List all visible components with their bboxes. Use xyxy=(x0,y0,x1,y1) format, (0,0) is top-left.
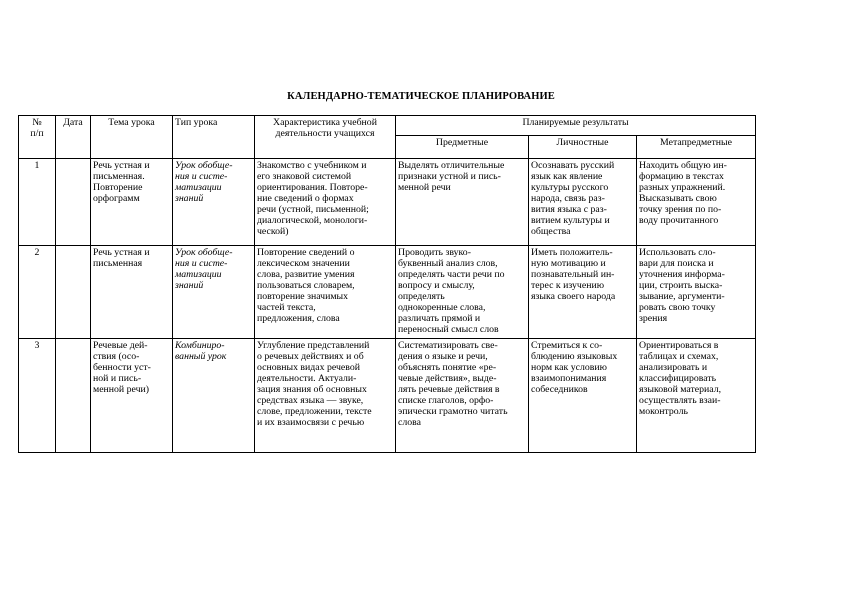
cell-subject-results: Проводить звуко- буквенный анализ слов, определять части речи по вопросу и смыслу, определять однокоренные слова, различать прямой и переносный смысл слов xyxy=(396,246,529,339)
header-type: Тип урока xyxy=(173,116,255,159)
header-meta: Метапредметные xyxy=(637,136,756,159)
cell-date xyxy=(56,339,91,453)
cell-num: 3 xyxy=(19,339,56,453)
cell-subject-results: Выделять отличительные признаки устной и пись- менной речи xyxy=(396,159,529,246)
cell-subject-results: Систематизировать све- дения о языке и речи, объяснять понятие «ре- чевые действия», выде- лять речевые действия в списке глаголов, орфо- эпически грамотно читать слова xyxy=(396,339,529,453)
header-row xyxy=(19,116,756,136)
cell-personal-results: Стремиться к со- блюдению языковых норм как условию взаимопонимания собеседников xyxy=(529,339,637,453)
header-topic: Тема урока xyxy=(91,116,173,159)
table-row xyxy=(19,246,756,339)
cell-type: Комбиниро- ванный урок xyxy=(173,339,255,453)
header-num: № п/п xyxy=(19,116,56,159)
header-date: Дата xyxy=(56,116,91,159)
cell-personal-results: Иметь положитель- ную мотивацию и познавательный ин- терес к изучению языка своего народа xyxy=(529,246,637,339)
cell-num: 2 xyxy=(19,246,56,339)
header-activity: Характеристика учебной деятельности учащихся xyxy=(255,116,396,159)
cell-topic: Речь устная и письменная. Повторение орфограмм xyxy=(91,159,173,246)
cell-meta-results: Ориентироваться в таблицах и схемах, анализировать и классифицировать языковой материал, осуществлять взаи- моконтроль xyxy=(637,339,756,453)
cell-type: Урок обобще- ния и систе- матизации знаний xyxy=(173,246,255,339)
cell-date xyxy=(56,159,91,246)
page-title: КАЛЕНДАРНО-ТЕМАТИЧЕСКОЕ ПЛАНИРОВАНИЕ xyxy=(287,91,555,102)
cell-activity: Углубление представлений о речевых действиях и об основных видах речевой деятельности. Актуали- зация знания об основных средствах языка — звуке, слове, предложении, тексте и их взаимосвязи с речью xyxy=(255,339,396,453)
cell-activity: Повторение сведений о лексическом значении слова, развитие умения пользоваться словарем, повторение значимых частей текста, предложения, слова xyxy=(255,246,396,339)
cell-topic: Речь устная и письменная xyxy=(91,246,173,339)
table-row xyxy=(19,339,756,453)
planning-table xyxy=(18,115,756,453)
cell-date xyxy=(56,246,91,339)
cell-topic: Речевые дей- ствия (осо- бенности уст- ной и пись- менной речи) xyxy=(91,339,173,453)
header-subject: Предметные xyxy=(396,136,529,159)
cell-num: 1 xyxy=(19,159,56,246)
cell-personal-results: Осознавать русский язык как явление культуры русского народа, связь раз- вития языка с раз- витием культуры и общества xyxy=(529,159,637,246)
table-row xyxy=(19,159,756,246)
header-results: Планируемые результаты xyxy=(396,116,756,136)
cell-meta-results: Использовать сло- вари для поиска и уточнения информа- ции, строить выска- зывание, аргументи- ровать свою точку зрения xyxy=(637,246,756,339)
header-personal: Личностные xyxy=(529,136,637,159)
cell-activity: Знакомство с учебником и его знаковой системой ориентирования. Повторе- ние сведений о формах речи (устной, письменной; диалогической, монологи- ческой) xyxy=(255,159,396,246)
cell-type: Урок обобще- ния и систе- матизации знаний xyxy=(173,159,255,246)
cell-meta-results: Находить общую ин- формацию в текстах разных упражнений. Высказывать свою точку зрения по по- воду прочитанного xyxy=(637,159,756,246)
